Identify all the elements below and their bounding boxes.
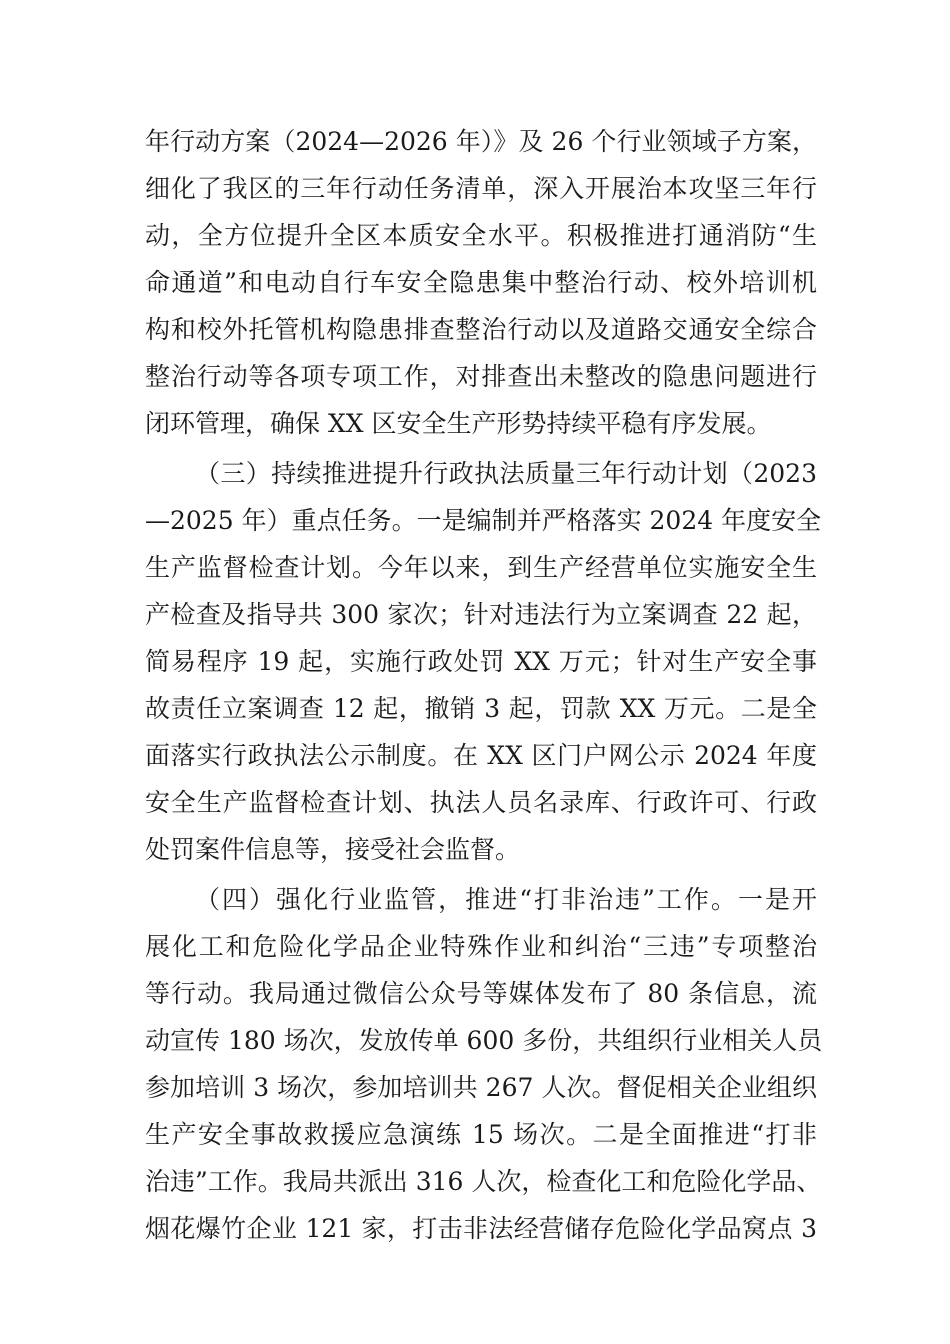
text-line: 参加培训 3 场次，参加培训共 267 人次。督促相关企业组织	[145, 1073, 817, 1102]
text-line: 等行动。我局通过微信公众号等媒体发布了 80 条信息，流	[145, 979, 817, 1008]
text-line: 烟花爆竹企业 121 家，打击非法经营储存危险化学品窝点 3	[145, 1214, 817, 1243]
text-line: 动宣传 180 场次，发放传单 600 多份，共组织行业相关人员	[145, 1026, 823, 1055]
text-line: —2025 年）重点任务。一是编制并严格落实 2024 年度安全	[145, 506, 822, 535]
text-line: 动，全方位提升全区本质安全水平。积极推进打通消防“生	[145, 221, 817, 250]
text-line: 简易程序 19 起，实施行政处罚 XX 万元；针对生产安全事	[145, 647, 817, 676]
text-line: 安全生产监督检查计划、执法人员名录库、行政许可、行政	[145, 788, 817, 817]
text-line: 整治行动等各项专项工作，对排查出未整改的隐患问题进行	[145, 362, 817, 391]
text-line: 产检查及指导共 300 家次；针对违法行为立案调查 22 起，	[145, 600, 817, 629]
text-line: 面落实行政执法公示制度。在 XX 区门户网公示 2024 年度	[145, 741, 817, 770]
text-line: 处罚案件信息等，接受社会监督。	[145, 835, 521, 864]
paragraph-continuation	[145, 118, 817, 447]
section-heading-line: （三）持续推进提升行政执法质量三年行动计划（2023	[195, 459, 817, 488]
text-line: 生产监督检查计划。今年以来，到生产经营单位实施安全生	[145, 553, 817, 582]
text-line: 治违”工作。我局共派出 316 人次，检查化工和危险化学品、	[145, 1167, 822, 1196]
text-line: 生产安全事故救援应急演练 15 场次。二是全面推进“打非	[145, 1120, 817, 1149]
paragraph-section-4	[145, 876, 823, 1252]
text-line: 命通道”和电动自行车安全隐患集中整治行动、校外培训机	[145, 268, 817, 297]
text-line: 构和校外托管机构隐患排查整治行动以及道路交通安全综合	[145, 315, 817, 344]
text-line: 年行动方案（2024—2026 年）》及 26 个行业领域子方案，	[145, 127, 817, 156]
text-line: 故责任立案调查 12 起，撤销 3 起，罚款 XX 万元。二是全	[145, 694, 817, 723]
text-line: 细化了我区的三年行动任务清单，深入开展治本攻坚三年行	[145, 174, 817, 203]
document-body	[145, 118, 823, 1252]
section-heading-line: （四）强化行业监管，推进“打非治违”工作。一是开	[195, 885, 817, 914]
text-line: 闭环管理，确保 XX 区安全生产形势持续平稳有序发展。	[145, 409, 772, 438]
paragraph-section-3	[145, 450, 822, 873]
text-line: 展化工和危险化学品企业特殊作业和纠治“三违”专项整治	[145, 932, 817, 961]
